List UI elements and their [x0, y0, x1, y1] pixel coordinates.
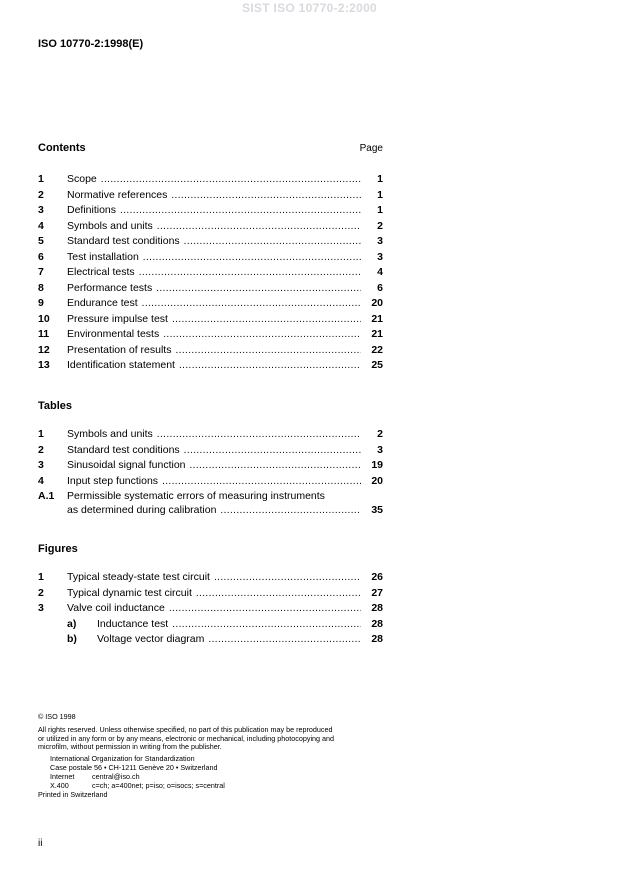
toc-number: 4 — [38, 474, 44, 487]
toc-entry[interactable] — [38, 172, 383, 188]
toc-page: 4 — [377, 266, 383, 278]
dot-leader — [190, 458, 362, 474]
toc-page: 3 — [377, 235, 383, 247]
toc-title: Pressure impulse test — [67, 312, 168, 325]
tables-heading: Tables — [38, 400, 73, 412]
toc-entry[interactable] — [38, 343, 383, 359]
dot-leader — [196, 586, 361, 602]
page-column-label: Page — [359, 143, 383, 154]
toc-page: 2 — [377, 219, 383, 232]
toc-number: 9 — [38, 297, 44, 309]
toc-number: 4 — [38, 219, 44, 232]
dot-leader — [143, 250, 361, 266]
rights-text-line: microfilm, without permission in writing from the publisher. — [38, 742, 222, 752]
toc-entry[interactable] — [38, 327, 383, 343]
toc-entry[interactable] — [38, 312, 383, 328]
dot-leader — [101, 172, 361, 188]
toc-number: 3 — [38, 459, 44, 471]
toc-page: 20 — [371, 297, 383, 309]
toc-title: Normative references — [67, 188, 168, 201]
dot-leader — [163, 327, 361, 343]
figures-list — [38, 570, 383, 648]
toc-number: 5 — [38, 235, 44, 247]
toc-page: 35 — [371, 504, 383, 516]
toc-page: 1 — [377, 173, 383, 185]
toc-title-continued: as determined during calibration — [67, 504, 217, 516]
toc-entry[interactable] — [38, 265, 383, 281]
toc-entry[interactable] — [38, 188, 383, 204]
dot-leader — [179, 358, 361, 374]
toc-page: 6 — [377, 281, 383, 294]
toc-title: Symbols and units — [67, 428, 153, 440]
toc-page: 25 — [371, 359, 383, 371]
toc-number: 3 — [38, 602, 44, 614]
toc-sub-letter: a) — [67, 617, 77, 630]
toc-page: 27 — [371, 586, 383, 599]
toc-entry[interactable] — [38, 281, 383, 297]
toc-title: Standard test conditions — [67, 235, 180, 247]
toc-number: 10 — [38, 312, 50, 325]
toc-page: 1 — [377, 188, 383, 201]
toc-title: Environmental tests — [67, 328, 160, 340]
toc-title: Permissible systematic errors of measuring instruments — [67, 490, 325, 502]
dot-leader — [142, 296, 361, 312]
toc-number: 12 — [38, 343, 50, 356]
toc-entry[interactable] — [38, 586, 383, 602]
dot-leader — [157, 427, 361, 443]
toc-entry[interactable] — [38, 443, 383, 459]
toc-number: 8 — [38, 281, 44, 294]
toc-subentry[interactable] — [38, 617, 383, 633]
rights-text-line: or utilized in any form or by any means, electronic or mechanical, including photocopying and — [38, 733, 335, 743]
dot-leader — [120, 203, 361, 219]
tables-list — [38, 427, 383, 518]
toc-title: Sinusoidal signal function — [67, 459, 186, 471]
toc-page: 3 — [377, 250, 383, 263]
toc-title: Standard test conditions — [67, 443, 180, 456]
toc-number: 11 — [38, 328, 50, 340]
toc-title: Endurance test — [67, 297, 138, 309]
toc-entry[interactable] — [38, 250, 383, 266]
toc-number: A.1 — [38, 490, 55, 502]
toc-page: 21 — [371, 312, 383, 325]
toc-number: 2 — [38, 443, 44, 456]
toc-entry[interactable] — [38, 474, 383, 490]
dot-leader — [171, 188, 361, 204]
toc-title: Typical dynamic test circuit — [67, 586, 192, 599]
toc-number: 2 — [38, 188, 44, 201]
toc-entry[interactable] — [38, 219, 383, 235]
toc-page: 2 — [377, 428, 383, 440]
x400-label: X.400 — [50, 780, 69, 790]
toc-title: Performance tests — [67, 281, 153, 294]
toc-entry[interactable] — [38, 458, 383, 474]
copyright-notice: © ISO 1998 — [38, 712, 76, 721]
page-number: ii — [38, 838, 43, 849]
toc-entry[interactable] — [38, 427, 383, 443]
watermark: SIST ISO 10770-2:2000 — [241, 1, 378, 15]
toc-number: 3 — [38, 204, 44, 216]
x400-address: c=ch; a=400net; p=iso; o=isocs; s=central — [92, 780, 225, 790]
internet-label: Internet — [50, 771, 75, 781]
rights-text-line: All rights reserved. Unless otherwise specified, no part of this publication may be reproduced — [38, 724, 333, 734]
toc-entry[interactable] — [38, 203, 383, 219]
toc-title: Test installation — [67, 250, 139, 263]
toc-entry[interactable] — [38, 296, 383, 312]
internet-address[interactable]: central@iso.ch — [92, 771, 140, 781]
dot-leader — [184, 234, 361, 250]
publisher-address — [38, 755, 388, 790]
toc-sub-letter: b) — [67, 633, 77, 645]
dot-leader — [172, 617, 361, 633]
toc-page: 20 — [371, 474, 383, 487]
toc-title: Definitions — [67, 204, 117, 216]
toc-page: 22 — [371, 343, 383, 356]
contents-heading: Contents — [38, 142, 86, 154]
toc-entry[interactable] — [38, 358, 383, 374]
toc-entry[interactable] — [38, 489, 383, 518]
dot-leader — [214, 570, 361, 586]
toc-page: 21 — [371, 328, 383, 340]
dot-leader — [162, 474, 361, 490]
toc-page: 1 — [377, 204, 383, 216]
toc-number: 13 — [38, 359, 50, 371]
toc-title: Valve coil inductance — [67, 602, 165, 614]
dot-leader — [184, 443, 361, 459]
toc-page: 19 — [371, 459, 383, 471]
dot-leader — [172, 312, 361, 328]
toc-number: 2 — [38, 586, 44, 599]
toc-title: Presentation of results — [67, 343, 172, 356]
toc-subentry[interactable] — [38, 632, 383, 648]
toc-page: 3 — [377, 443, 383, 456]
toc-title: Input step functions — [67, 474, 159, 487]
toc-title: Electrical tests — [67, 266, 135, 278]
toc-title: Symbols and units — [67, 219, 153, 232]
toc-page: 26 — [371, 571, 383, 583]
dot-leader — [169, 601, 361, 617]
dot-leader — [220, 503, 361, 519]
toc-page: 28 — [371, 602, 383, 614]
dot-leader — [139, 265, 361, 281]
toc-title: Voltage vector diagram — [97, 633, 205, 645]
printed-in: Printed in Switzerland — [38, 790, 108, 800]
dot-leader — [208, 632, 361, 648]
toc-title: Inductance test — [97, 617, 169, 630]
dot-leader — [157, 219, 361, 235]
dot-leader — [175, 343, 361, 359]
toc-page: 28 — [371, 633, 383, 645]
toc-entry[interactable] — [38, 570, 383, 586]
toc-page: 28 — [371, 617, 383, 630]
organization-name: International Organization for Standardization — [50, 754, 195, 764]
toc-title: Typical steady-state test circuit — [67, 571, 210, 583]
contents-list — [38, 172, 383, 374]
toc-number: 7 — [38, 266, 44, 278]
standard-id: ISO 10770-2:1998(E) — [38, 38, 144, 50]
copyright-block — [38, 713, 388, 800]
toc-title: Scope — [67, 173, 97, 185]
toc-title: Identification statement — [67, 359, 175, 371]
figures-heading: Figures — [38, 543, 78, 555]
toc-entry[interactable] — [38, 234, 383, 250]
toc-number: 1 — [38, 428, 44, 440]
toc-number: 6 — [38, 250, 44, 263]
postal-address: Case postale 56 • CH-1211 Genève 20 • Switzerland — [50, 762, 218, 772]
toc-number: 1 — [38, 173, 44, 185]
dot-leader — [156, 281, 361, 297]
toc-entry[interactable] — [38, 601, 383, 617]
toc-number: 1 — [38, 571, 44, 583]
